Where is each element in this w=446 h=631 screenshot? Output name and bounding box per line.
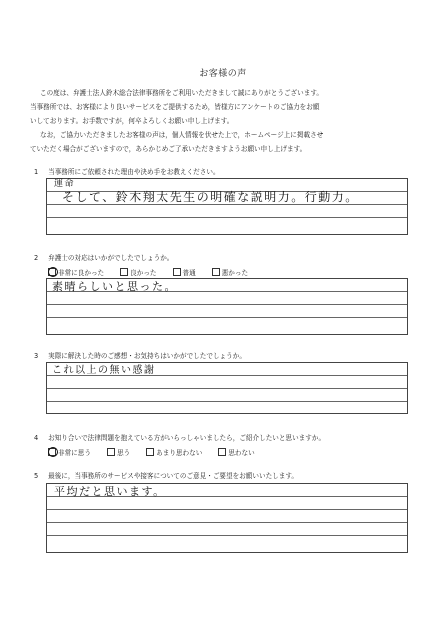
intro-line: この度は、弁護士法人鈴木総合法律事務所をご利用いただきまして誠にありがとうございます。 (40, 89, 324, 97)
question-number: 5 (34, 472, 39, 480)
page-title: お客様の声 (199, 69, 247, 79)
checkbox[interactable] (107, 448, 115, 456)
option-strongly-agree[interactable]: 非常に思う (48, 447, 91, 457)
question-4 (34, 432, 414, 442)
checkbox-checked[interactable] (48, 268, 56, 276)
question-2 (34, 252, 414, 262)
question-text: お知り合いで法律問題を抱えている方がいらっしゃいましたら，ご紹介したいと思いますか。 (48, 434, 326, 442)
question-text: 最後に，当事務所のサービスや接客についてのご意見・ご要望をお願いいたします。 (48, 472, 299, 480)
option-very-good[interactable]: 非常に良かった (48, 267, 104, 277)
checkbox[interactable] (218, 448, 226, 456)
checkbox[interactable] (146, 448, 154, 456)
option-good[interactable]: 良かった (120, 267, 156, 277)
question-1 (34, 166, 414, 176)
handwritten-answer-5: 平均だと思います。 (54, 485, 166, 498)
question-text: 弁護士の対応はいかがでしたでしょうか。 (48, 254, 174, 262)
question-number: 3 (34, 352, 39, 360)
question-text: 当事務所にご依頼された理由や決め手をお教えください。 (48, 168, 220, 176)
question-number: 2 (34, 254, 39, 262)
question-text: 実際に解決した時のご感想・お気持ちはいかがでしたでしょうか。 (48, 352, 246, 360)
option-bad[interactable]: 悪かった (212, 267, 248, 277)
checkbox-checked[interactable] (48, 448, 56, 456)
handwritten-answer-1b: そして、鈴木翔太先生の明確な説明力。行動力。 (62, 190, 359, 204)
option-normal[interactable]: 普通 (173, 267, 196, 277)
question-5 (34, 470, 414, 480)
question-number: 1 (34, 168, 39, 176)
checkbox[interactable] (173, 268, 181, 276)
intro-line: なお，ご協力いただきましたお客様の声は，個人情報を伏せた上で，ホームページ上に掲載させ (40, 131, 324, 139)
checkbox[interactable] (120, 268, 128, 276)
question-number: 4 (34, 434, 39, 442)
intro-line: いしております。お手数ですが，何卒よろしくお願い申し上げます。 (30, 117, 234, 125)
rating-options-4 (48, 447, 255, 457)
rating-options-2 (48, 267, 248, 277)
question-3 (34, 350, 414, 360)
handwritten-answer-3: これ以上の無い感謝 (52, 365, 156, 376)
option-disagree[interactable]: 思わない (218, 447, 254, 457)
handwritten-answer-1a: 運命 (54, 179, 76, 189)
option-agree[interactable]: 思う (107, 447, 130, 457)
checkbox[interactable] (212, 268, 220, 276)
intro-line: 当事務所では、お客様により良いサービスをご提供するため，皆様方にアンケートのご協力をお願 (30, 103, 320, 111)
handwritten-answer-2: 素晴らしいと思った。 (52, 280, 177, 293)
answer-box-1[interactable] (46, 178, 408, 235)
intro-text (30, 86, 420, 156)
option-rarely[interactable]: あまり思わない (146, 447, 202, 457)
intro-line: ていただく場合がございますので，あらかじめご了承いただきますようお願い申し上げます。 (30, 145, 307, 153)
